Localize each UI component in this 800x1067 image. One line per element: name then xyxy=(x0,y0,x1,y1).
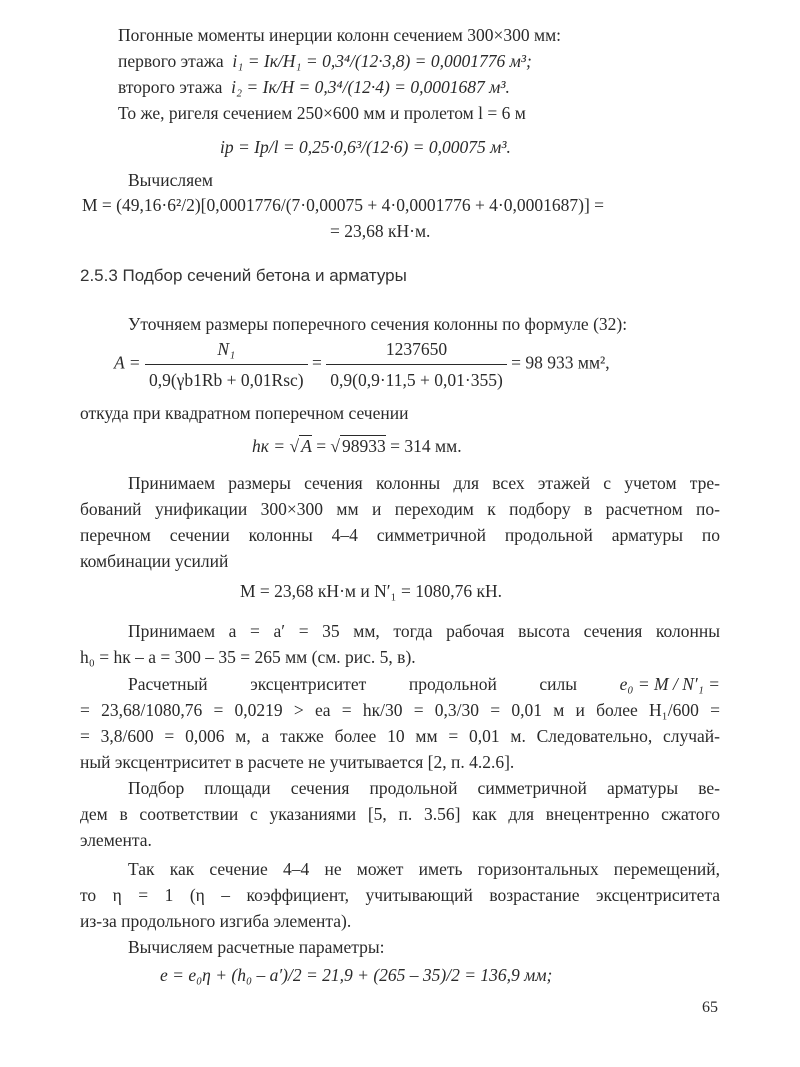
text-line: из-за продольного изгиба элемента). xyxy=(80,911,352,931)
text-line: дем в соответствии с указаниями [5, п. 3.56] как для внецентренно сжатого xyxy=(80,804,720,824)
text-line: бований унификации 300×300 мм и переходим к подбору в расчетном по- xyxy=(80,499,720,519)
text-line: элемента. xyxy=(80,830,152,850)
word: Расчетный xyxy=(128,674,208,694)
text-line: Так как сечение 4–4 не может иметь горизонтальных перемещений, xyxy=(128,859,720,879)
formula-m-line1: M = (49,16·6²/2)[0,0001776/(7·0,00075 + 4·0,0001776 + 4·0,0001687)] = xyxy=(82,195,605,215)
formula: e₀ = M / N′₁ = xyxy=(619,674,720,694)
formula-hk xyxy=(252,433,462,459)
section-heading: 2.5.3 Подбор сечений бетона и арматуры xyxy=(80,266,407,285)
text-line: Подбор площади сечения продольной симметричной арматуры ве- xyxy=(128,778,720,798)
result: = 98 933 мм², xyxy=(511,352,610,373)
text-line: перечном сечении колонны 4–4 симметричной продольной арматуры по xyxy=(80,525,720,545)
text-line: h₀ = hк – a = 300 – 35 = 265 мм (см. рис. 5, в). xyxy=(80,647,416,667)
denominator: 0,9(γb1Rb + 0,01Rsc) xyxy=(148,370,304,390)
text-line: = 23,68/1080,76 = 0,0219 > eа = hк/30 = 0,3/30 = 0,01 м и более H₁/600 = xyxy=(80,700,720,720)
fraction xyxy=(326,336,507,393)
text-line: Вычисляем расчетные параметры: xyxy=(128,937,385,957)
formula-part: A xyxy=(301,436,312,456)
text-line: ный эксцентриситет в расчете не учитывается [2, п. 4.2.6]. xyxy=(80,752,515,772)
word: эксцентриситет xyxy=(250,674,367,694)
text-line: то η = 1 (η – коэффициент, учитывающий возрастание эксцентриситета xyxy=(80,885,720,905)
label: второго этажа xyxy=(118,77,223,97)
text-line: Уточняем размеры поперечного сечения колонны по формуле (32): xyxy=(128,314,628,334)
label: первого этажа xyxy=(118,51,224,71)
formula-part: hк = √ xyxy=(252,436,300,456)
formula-m-line2: = 23,68 кН·м. xyxy=(330,221,431,241)
text-line: Принимаем размеры сечения колонны для всех этажей с учетом тре- xyxy=(128,473,720,493)
word: силы xyxy=(539,674,578,694)
text-line: = 3,8/600 = 0,006 м, а также более 10 мм = 0,01 м. Следовательно, случай- xyxy=(80,726,720,746)
formula-ip: iр = Iр/l = 0,25·0,6³/(12·6) = 0,00075 м³. xyxy=(220,137,511,157)
formula: i₂ = Iк/H = 0,3⁴/(12·4) = 0,0001687 м³. xyxy=(231,77,510,97)
numerator: 1237650 xyxy=(326,336,507,365)
text-line xyxy=(118,74,510,100)
numerator: N₁ xyxy=(145,336,308,365)
formula-e: e = e₀η + (h₀ – a′)/2 = 21,9 + (265 – 35)/2 = 136,9 мм; xyxy=(160,965,553,985)
formula-forces: M = 23,68 кН·м и N′₁ = 1080,76 кН. xyxy=(240,581,503,601)
formula-lhs: A = xyxy=(114,352,141,373)
text-line: Принимаем a = a′ = 35 мм, тогда рабочая высота сечения колонны xyxy=(128,621,720,641)
text-line: То же, ригеля сечением 250×600 мм и пролетом l = 6 м xyxy=(118,103,526,123)
formula-part: = 314 мм. xyxy=(385,436,462,456)
fraction xyxy=(145,336,308,393)
text-line xyxy=(128,671,720,697)
text-line: комбинации усилий xyxy=(80,551,229,571)
formula-part: = √ xyxy=(311,436,341,456)
word: продольной xyxy=(408,674,497,694)
formula: i₁ = Iк/H₁ = 0,3⁴/(12·3,8) = 0,0001776 м³; xyxy=(232,51,532,71)
text-line: Вычисляем xyxy=(128,170,213,190)
equals: = xyxy=(312,352,322,373)
text-line xyxy=(118,48,532,74)
page-number: 65 xyxy=(702,999,718,1016)
denominator: 0,9(0,9·11,5 + 0,01·355) xyxy=(330,370,503,390)
text-line: Погонные моменты инерции колонн сечением 300×300 мм: xyxy=(118,25,562,45)
text-line: откуда при квадратном поперечном сечении xyxy=(80,403,409,423)
formula-area xyxy=(114,336,610,393)
formula-part: 98933 xyxy=(342,436,386,456)
